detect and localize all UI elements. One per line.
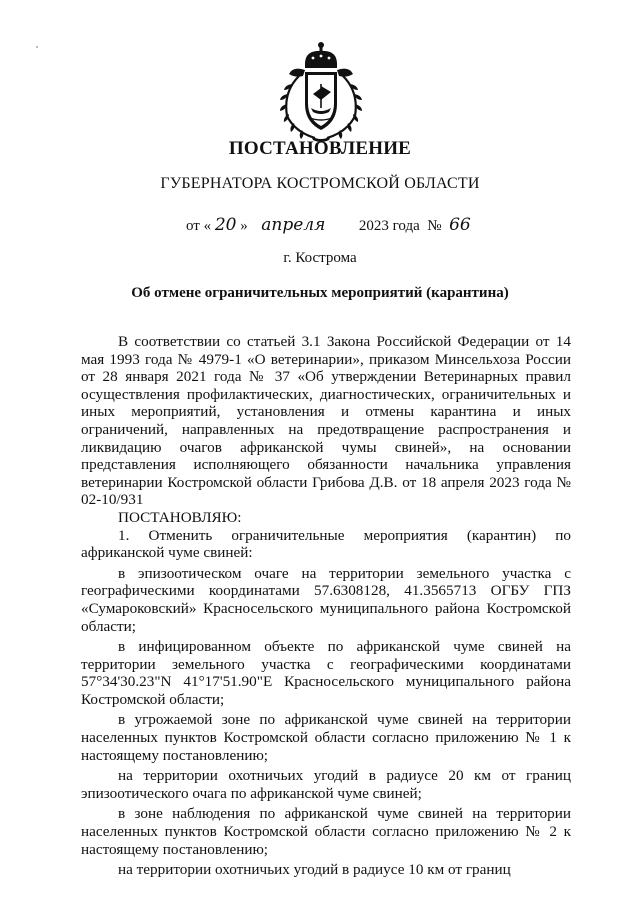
document-number-handwritten: 66 bbox=[449, 215, 471, 235]
kostroma-coat-of-arms-icon bbox=[275, 40, 367, 146]
number-label: № bbox=[427, 218, 442, 234]
item-1-paragraph: 1. Отменить ограничительные мероприятия (карантин) по африканской чуме свиней: bbox=[81, 526, 571, 562]
date-month-handwritten: апреля bbox=[261, 215, 326, 235]
sub-item-paragraph: в эпизоотическом очаге на территории земельного участка с географическими координатами 57.6308128, 41.3565713 ОГБУ ГПЗ «Сумароковский» Красносельского муниципального района Костромской области; bbox=[81, 564, 571, 635]
city-line: г. Кострома bbox=[283, 250, 357, 266]
document-body bbox=[81, 333, 571, 879]
document-type-title: ПОСТАНОВЛЕНИЕ bbox=[228, 138, 412, 159]
date-prefix: от « bbox=[186, 218, 212, 234]
document-heading: Об отмене ограничительных мероприятий (карантина) bbox=[131, 285, 509, 301]
date-number-line bbox=[186, 215, 471, 235]
scan-artifact bbox=[36, 46, 38, 48]
date-mid: » bbox=[240, 218, 248, 234]
preamble-paragraph: В соответствии со статьей 3.1 Закона Российской Федерации от 14 мая 1993 года № 4979-1 «О ветеринарии», приказом Минсельхоза России от 28 января 2021 года № 37 «Об утверждении Ветеринарных правил осуществления профилактических, диагностических, ограничительных и иных мероприятий, установления и отмены карантина и иных ограничений, направленных на предотвращение распространения и ликвидацию очагов африканской чумы свиней», на основании представления исполняющего обязанности начальника управления ветеринарии Костромской области Грибова Д.В. от 18 апреля 2023 года № 02-10/931 bbox=[81, 333, 571, 509]
date-year: 2023 года bbox=[358, 218, 420, 234]
sub-item-paragraph: в угрожаемой зоне по африканской чуме свиней на территории населенных пунктов Костромской области согласно приложению № 1 к настоящему постановлению; bbox=[81, 711, 571, 764]
sub-item-paragraph: на территории охотничьих угодий в радиусе 20 км от границ эпизоотического очага по африканской чуме свиней; bbox=[81, 767, 571, 802]
resolve-paragraph: ПОСТАНОВЛЯЮ: bbox=[118, 508, 242, 526]
sub-item-paragraph: в зоне наблюдения по африканской чуме свиней на территории населенных пунктов Костромской области согласно приложению № 2 к настоящему постановлению; bbox=[81, 805, 571, 858]
sub-item-paragraph: на территории охотничьих угодий в радиусе 10 км от границ bbox=[118, 861, 511, 879]
date-day-handwritten: 20 bbox=[214, 215, 237, 235]
sub-item-paragraph: в инфицированном объекте по африканской чуме свиней на территории земельного участка с географическими координатами 57°34'30.23"N 41°17'51.90"E Красносельского муниципального района Костромской области; bbox=[81, 638, 571, 708]
issuer-subtitle: ГУБЕРНАТОРА КОСТРОМСКОЙ ОБЛАСТИ bbox=[160, 175, 480, 192]
